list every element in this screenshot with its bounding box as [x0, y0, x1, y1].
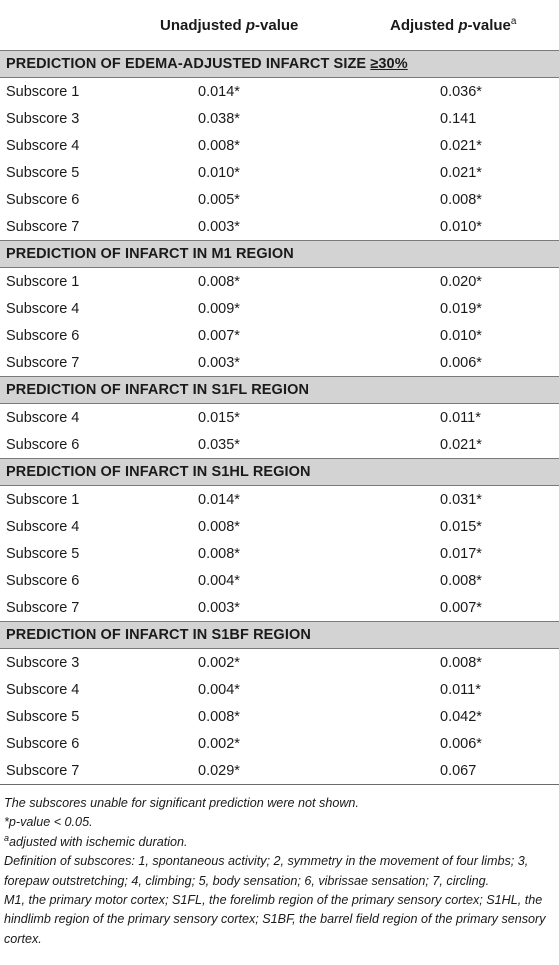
header-row — [0, 0, 559, 51]
subscore-label: Subscore 5 — [6, 708, 80, 725]
adjusted-p-value: 0.042* — [440, 708, 482, 725]
table-row — [0, 486, 559, 514]
table-row — [0, 594, 559, 622]
subscore-label: Subscore 1 — [6, 491, 80, 508]
unadjusted-p-value: 0.004* — [198, 681, 240, 698]
subscore-label: Subscore 7 — [6, 599, 80, 616]
adjusted-p-value: 0.019* — [440, 300, 482, 317]
table-row — [0, 703, 559, 730]
subscore-label: Subscore 1 — [6, 273, 80, 290]
unadjusted-p-value: 0.008* — [198, 518, 240, 535]
table-row — [0, 349, 559, 377]
unadjusted-p-value: 0.008* — [198, 273, 240, 290]
adjusted-p-value: 0.006* — [440, 354, 482, 371]
adjusted-p-value: 0.008* — [440, 654, 482, 671]
section-header-row — [0, 377, 559, 404]
subscore-label: Subscore 6 — [6, 572, 80, 589]
adjusted-p-value: 0.008* — [440, 191, 482, 208]
unadjusted-p-value: 0.003* — [198, 354, 240, 371]
subscore-label: Subscore 6 — [6, 436, 80, 453]
unadjusted-p-value: 0.003* — [198, 599, 240, 616]
section-header-row — [0, 459, 559, 486]
subscore-label: Subscore 7 — [0, 757, 160, 785]
adjusted-p-value: 0.011* — [440, 681, 481, 698]
adjusted-p-value: 0.010* — [440, 327, 482, 344]
header-unadjusted: Unadjusted p-value — [160, 16, 299, 34]
footnote-adjusted: $^a$adjusted with ischemic duration. — [4, 832, 188, 849]
section-title-threshold: ≥30% — [370, 56, 408, 72]
subscore-label: Subscore 7 — [6, 218, 80, 235]
section-title — [0, 241, 559, 268]
section-title-text: PREDICTION OF INFARCT IN S1HL REGION — [6, 464, 311, 480]
header-adjusted: Adjusted p-value$^a$ — [390, 15, 517, 34]
adjusted-p-value: 0.020* — [440, 273, 482, 290]
adjusted-p-value: 0.015* — [440, 518, 482, 535]
unadjusted-p-value: 0.008* — [198, 708, 240, 725]
unadjusted-p-value: 0.004* — [198, 572, 240, 589]
table-row — [0, 105, 559, 132]
section-title-text: PREDICTION OF INFARCT IN S1BF REGION — [6, 627, 311, 643]
section-header-row — [0, 241, 559, 268]
adjusted-p-value: 0.036* — [440, 83, 482, 100]
adjusted-p-value: 0.008* — [440, 572, 482, 589]
table-row — [0, 213, 559, 241]
table-row — [0, 676, 559, 703]
adjusted-p-value: 0.031* — [440, 491, 482, 508]
footnotes — [0, 785, 559, 949]
unadjusted-p-value: 0.015* — [198, 409, 240, 426]
table-row — [0, 295, 559, 322]
table-row — [0, 757, 559, 785]
unadjusted-p-value: 0.008* — [198, 137, 240, 154]
subscore-label: Subscore 4 — [6, 518, 80, 535]
footnote-subscore-definitions: Definition of subscores: 1, spontaneous activity; 2, symmetry in the movement of four limbs; 3, forepaw outstretching; 4, climbing; 5, body sensation; 6, vibrissae sensation; 7, circling. — [4, 854, 529, 888]
footnote-omitted: The subscores unable for significant prediction were not shown. — [4, 796, 359, 810]
table-row — [0, 404, 559, 432]
subscore-label: Subscore 6 — [6, 327, 80, 344]
adjusted-p-value: 0.021* — [440, 436, 482, 453]
subscore-label: Subscore 4 — [6, 681, 80, 698]
adjusted-p-value: 0.007* — [440, 599, 482, 616]
section-title-text: PREDICTION OF INFARCT IN M1 REGION — [6, 246, 294, 262]
subscore-label: Subscore 4 — [6, 300, 80, 317]
footnote-region-abbreviations: M1, the primary motor cortex; S1FL, the forelimb region of the primary sensory cortex; S1HL, the hindlimb region of the primary sensory cortex; S1BF, the barrel field region of the primary sensory cortex. — [4, 893, 546, 946]
section-title-text: PREDICTION OF INFARCT IN S1FL REGION — [6, 382, 310, 398]
section-title — [0, 459, 559, 486]
adjusted-p-value: 0.006* — [440, 735, 482, 752]
adjusted-p-value: 0.011* — [440, 409, 481, 426]
section-title-text: PREDICTION OF EDEMA-ADJUSTED INFARCT SIZE — [6, 56, 371, 72]
unadjusted-p-value: 0.029* — [160, 757, 360, 785]
subscore-label: Subscore 6 — [6, 191, 80, 208]
subscore-label: Subscore 4 — [6, 409, 80, 426]
adjusted-p-value: 0.021* — [440, 137, 482, 154]
unadjusted-p-value: 0.014* — [198, 83, 240, 100]
table-row — [0, 78, 559, 106]
adjusted-p-value: 0.067 — [360, 757, 559, 785]
section-title — [0, 622, 559, 649]
section-title — [0, 377, 559, 404]
subscore-label: Subscore 7 — [6, 354, 80, 371]
subscore-label: Subscore 4 — [6, 137, 80, 154]
adjusted-p-value: 0.010* — [440, 218, 482, 235]
table-row — [0, 730, 559, 757]
unadjusted-p-value: 0.002* — [198, 735, 240, 752]
subscore-label: Subscore 5 — [6, 545, 80, 562]
adjusted-p-value: 0.017* — [440, 545, 482, 562]
adjusted-p-value: 0.021* — [440, 164, 482, 181]
table-row — [0, 132, 559, 159]
table-row — [0, 186, 559, 213]
subscore-label: Subscore 6 — [6, 735, 80, 752]
section-title — [0, 51, 559, 78]
footnote-significance: *p-value < 0.05. — [4, 815, 93, 830]
table-row — [0, 431, 559, 459]
unadjusted-p-value: 0.035* — [198, 436, 240, 453]
unadjusted-p-value: 0.009* — [198, 300, 240, 317]
unadjusted-p-value: 0.005* — [198, 191, 240, 208]
table-row — [0, 159, 559, 186]
section-header-row — [0, 622, 559, 649]
table-body — [0, 51, 559, 785]
unadjusted-p-value: 0.010* — [198, 164, 240, 181]
subscore-label: Subscore 1 — [6, 83, 80, 100]
unadjusted-p-value: 0.002* — [198, 654, 240, 671]
table-row — [0, 567, 559, 594]
table-header — [0, 0, 559, 51]
unadjusted-p-value: 0.007* — [198, 327, 240, 344]
unadjusted-p-value: 0.008* — [198, 545, 240, 562]
unadjusted-p-value: 0.038* — [198, 110, 240, 127]
unadjusted-p-value: 0.003* — [198, 218, 240, 235]
subscore-label: Subscore 3 — [6, 110, 80, 127]
header-empty — [0, 0, 160, 51]
section-header-row — [0, 51, 559, 78]
table-row — [0, 513, 559, 540]
table-row — [0, 322, 559, 349]
unadjusted-p-value: 0.014* — [198, 491, 240, 508]
adjusted-p-value: 0.141 — [440, 110, 477, 127]
table-row — [0, 649, 559, 677]
table-row — [0, 268, 559, 296]
subscore-label: Subscore 3 — [6, 654, 80, 671]
table-row — [0, 540, 559, 567]
subscore-label: Subscore 5 — [6, 164, 80, 181]
